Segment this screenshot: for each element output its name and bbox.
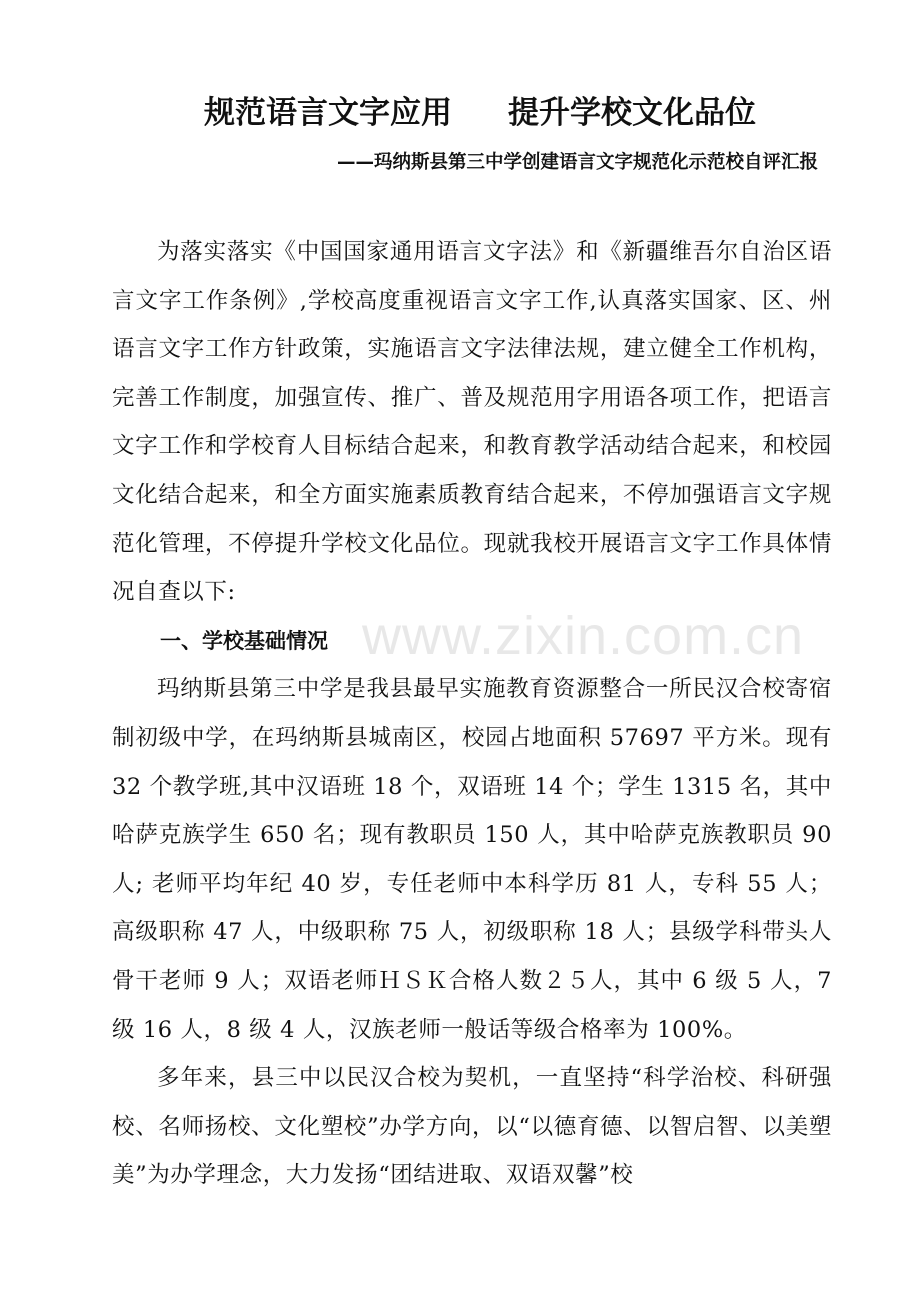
basic-info-paragraph: 玛纳斯县第三中学是我县最早实施教育资源整合一所民汉合校寄宿制初级中学，在玛纳斯县城南区，校园占地面积 57697 平方米。现有 32 个教学班,其中汉语班 18 个，双语班 14 个；学生 1315 名，其中哈萨克族学生 650 名；现有教职员 150 人，其中哈萨克族教职员 90 人; 老师平均年纪 40 岁，专任老师中本科学历 81 人，专科 55 人；高级职称 47 人，中级职称 75 人，初级职称 18 人；县级学科带头人骨干老师 9 人；双语老师ＨＳＫ合格人数２５人，其中 6 级 5 人，7 级 16 人，8 级 4 人，汉族老师一般话等级合格率为 100%。 (112, 676, 832, 1043)
title-part-1: 规范语言文字应用 (204, 95, 452, 131)
document-body (112, 228, 832, 1200)
title-part-2: 提升学校文化品位 (508, 95, 756, 131)
watermark: www.zixin.com.cn (362, 606, 805, 666)
document-subtitle: ——玛纳斯县第三中学创建语言文字规范化示范校自评汇报 (336, 152, 818, 173)
document-title (0, 88, 920, 138)
section-heading-basic-info: 一、学校基础情况 (160, 628, 328, 653)
history-paragraph: 多年来，县三中以民汉合校为契机，一直坚持“科学治校、科研强校、名师扬校、文化塑校”办学方向，以“以德育德、以智启智、以美塑美”为办学理念，大力发扬“团结进取、双语双馨”校 (112, 1065, 832, 1189)
intro-paragraph: 为落实落实《中国国家通用语言文字法》和《新疆维吾尔自治区语言文字工作条例》,学校高度重视语言文字工作,认真落实国家、区、州语言文字工作方针政策，实施语言文字法律法规，建立健全工作机构，完善工作制度，加强宣传、推广、普及规范用字用语各项工作，把语言文字工作和学校育人目标结合起来，和教育教学活动结合起来，和校园文化结合起来，和全方面实施素质教育结合起来，不停加强语言文字规范化管理，不停提升学校文化品位。现就我校开展语言文字工作具体情况自查以下: (112, 239, 832, 606)
